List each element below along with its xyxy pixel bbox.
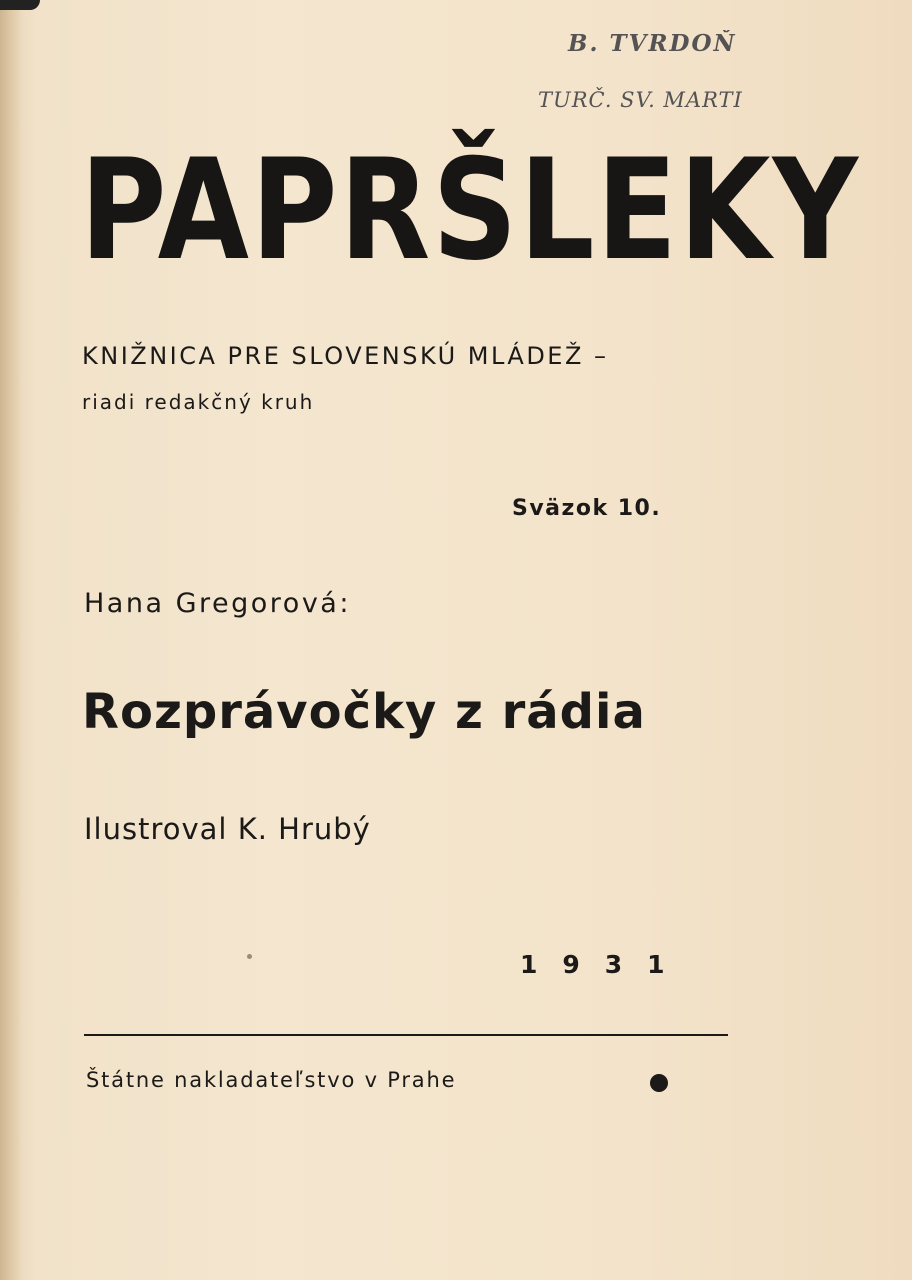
series-title: PAPRŠLEKY	[80, 128, 860, 292]
volume-number: Sväzok 10.	[512, 496, 662, 521]
paper-speck	[247, 954, 252, 959]
book-edge-shadow	[0, 0, 40, 10]
book-author: Hana Gregorová:	[84, 588, 351, 619]
publisher-name: Štátne nakladateľstvo v Prahe	[86, 1068, 457, 1092]
series-subtitle: KNIŽNICA PRE SLOVENSKÚ MLÁDEŽ –	[82, 342, 609, 370]
book-title: Rozprávočky z rádia	[82, 684, 646, 740]
publication-year: 1931	[520, 950, 690, 979]
divider-rule	[84, 1034, 728, 1036]
owner-stamp-name: B. TVRDOŇ	[568, 30, 737, 57]
dot-ornament	[650, 1074, 668, 1092]
book-illustrator: Ilustroval K. Hrubý	[84, 812, 371, 846]
series-editor: riadi redakčný kruh	[82, 390, 315, 414]
owner-stamp-place: TURČ. SV. MARTI	[538, 88, 743, 112]
